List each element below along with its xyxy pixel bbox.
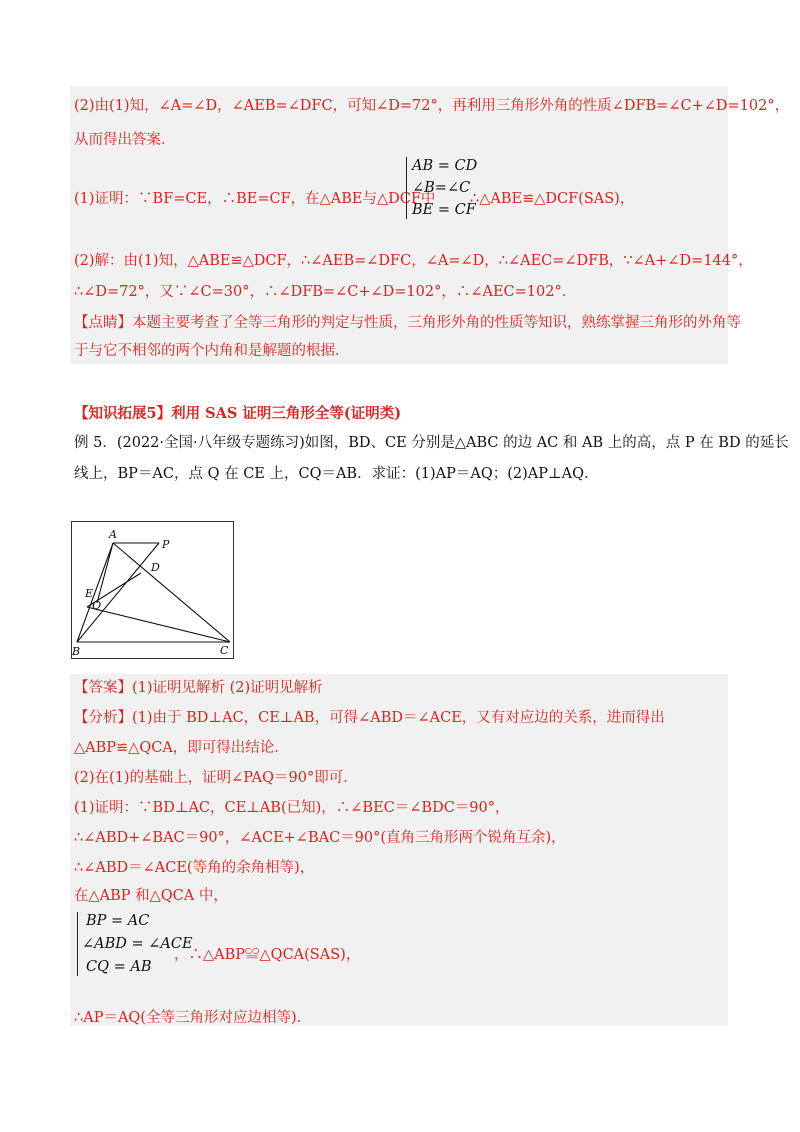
answer-line: 【答案】(1)证明见解析 (2)证明见解析 [74, 680, 323, 696]
label-P: P [162, 538, 170, 551]
solution-line: 从而得出答案． [74, 132, 176, 148]
proof-line: ∴AP＝AQ(全等三角形对应边相等)． [74, 1010, 312, 1026]
proof-prefix: (1)证明：∵BF=CE，∴BE=CF，在△ABE与△DCF中 [74, 191, 436, 207]
analysis-line: 【分析】(1)由于 BD⊥AC，CE⊥AB，可得∠ABD＝∠ACE，又有对应边的关系，进而得出 [74, 710, 665, 726]
proof-line: ∴∠ABD＝∠ACE(等角的余角相等)， [74, 860, 315, 876]
label-Q: Q [92, 599, 102, 612]
label-C: C [220, 644, 229, 657]
proof-line: ∴∠ABD+∠BAC＝90°，∠ACE+∠BAC＝90°(直角三角形两个锐角互余)， [74, 830, 566, 846]
system-eq-2: ∠B=∠C [412, 180, 471, 196]
comment-line: 【点睛】本题主要考查了全等三角形的判定与性质，三角形外角的性质等知识，熟练掌握三角形的外角等 [74, 315, 741, 331]
proof-line: (1)证明：∵BD⊥AC，CE⊥AB(已知)，∴∠BEC＝∠BDC＝90°， [74, 800, 510, 816]
system-brace [77, 912, 78, 976]
geometry-figure [71, 521, 234, 659]
system-eq-1: AB = CD [412, 158, 478, 174]
section-heading: 【知识拓展5】利用 SAS 证明三角形全等(证明类) [74, 405, 402, 422]
solution-line: ∴∠D=72°，又∵∠C=30°，∴∠DFB=∠C+∠D=102°，∴∠AEC=102°． [74, 284, 577, 300]
solution-line: (2)由(1)知，∠A=∠D，∠AEB=∠DFC，可知∠D=72°，再利用三角形外角的性质∠DFB=∠C+∠D=102°， [74, 98, 790, 114]
solution-line: (2)解：由(1)知，△ABE≌△DCF，∴∠AEB=∠DFC，∠A=∠D，∴∠AEC=∠DFB，∵∠A+∠D=144°， [74, 253, 753, 269]
label-A: A [109, 528, 117, 541]
proof-suffix: ∴△ABE≌△DCF(SAS)， [470, 191, 635, 207]
proof-line: 在△ABP 和△QCA 中， [74, 888, 228, 904]
system-suffix: ，∴△ABP≌△QCA(SAS)， [174, 947, 361, 963]
system-eq-1: BP = AC [86, 913, 150, 929]
example-line: 线上，BP＝AC，点 Q 在 CE 上，CQ＝AB．求证：(1)AP＝AQ；(2)AP⊥AQ． [74, 466, 599, 482]
label-E: E [85, 587, 94, 600]
label-D: D [151, 561, 160, 574]
comment-line: 于与它不相邻的两个内角和是解题的根据． [74, 343, 350, 359]
example-line: 例 5．(2022·全国·八年级专题练习)如图，BD、CE 分别是△ABC 的边 AC 和 AB 上的高，点 P 在 BD 的延长 [74, 435, 789, 451]
label-B: B [72, 645, 81, 658]
system-eq-3: CQ = AB [86, 959, 152, 975]
system-eq-3: BE = CF [412, 202, 476, 218]
system-brace [406, 157, 407, 219]
analysis-line: △ABP≌△QCA，即可得出结论． [74, 740, 289, 756]
system-eq-2: ∠ABD = ∠ACE [82, 936, 193, 952]
analysis-line: (2)在(1)的基础上，证明∠PAQ＝90°即可． [74, 770, 358, 786]
